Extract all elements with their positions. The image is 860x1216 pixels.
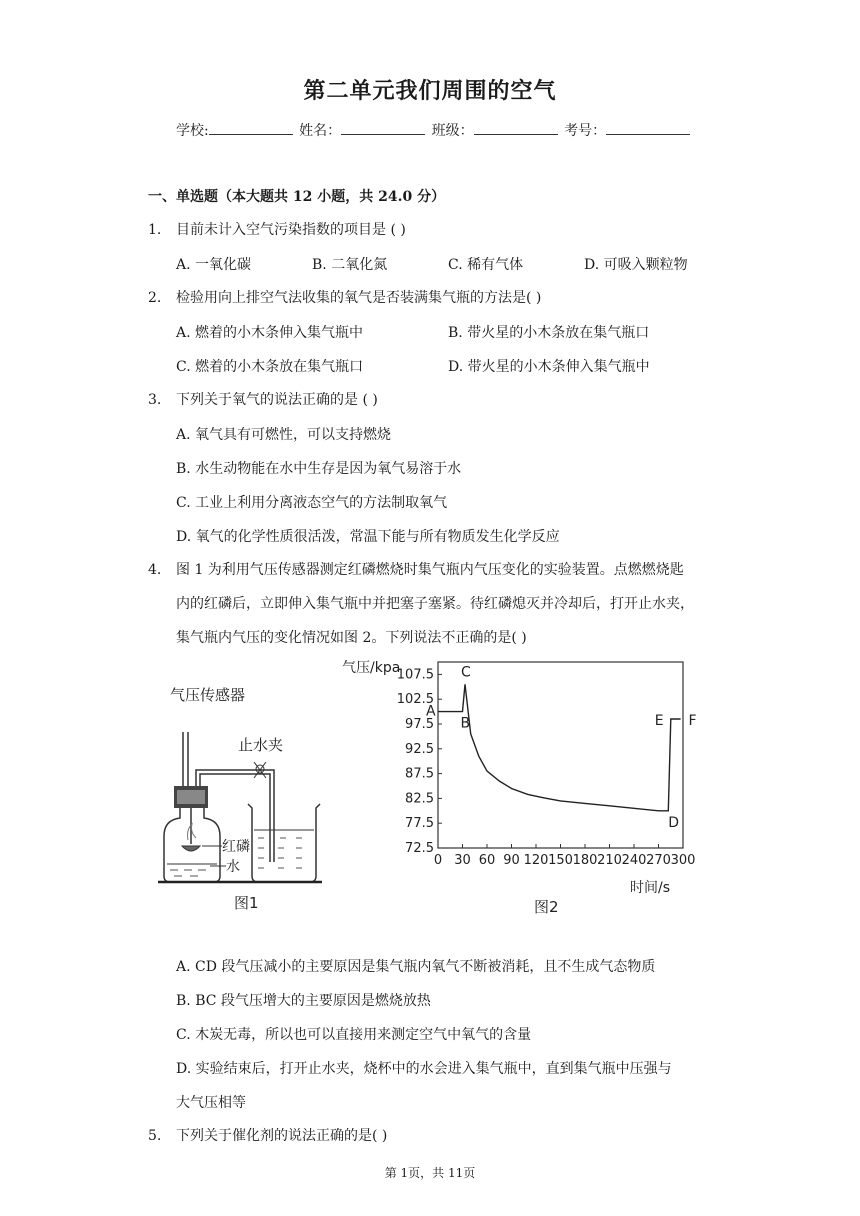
y-tick-label: 102.5 bbox=[396, 692, 434, 708]
x-tick-label: 60 bbox=[478, 853, 496, 868]
y-tick-label: 97.5 bbox=[405, 717, 434, 732]
phosphorus-label: 红磷 bbox=[222, 839, 250, 855]
x-tick-label: 150 bbox=[548, 853, 573, 868]
option-d: D. 可吸入颗粒物 bbox=[584, 257, 688, 273]
student-info-line bbox=[176, 120, 692, 140]
y-tick-label: 72.5 bbox=[405, 841, 434, 856]
question-number: 2. bbox=[148, 290, 162, 306]
gas-collection-bottle bbox=[164, 808, 220, 882]
combustion-spoon bbox=[182, 846, 200, 851]
option-c: C. 稀有气体 bbox=[448, 257, 524, 273]
option-a: A. 一氧化碳 bbox=[176, 257, 252, 273]
water-label: 水 bbox=[226, 859, 240, 875]
y-tick-label: 107.5 bbox=[396, 667, 434, 683]
point-label-e: E bbox=[654, 713, 664, 730]
question-text-line: 集气瓶内气压的变化情况如图 2。下列说法不正确的是( ) bbox=[176, 630, 527, 646]
name-blank[interactable] bbox=[341, 122, 425, 135]
option-b: B. 水生动物能在水中生存是因为氧气易溶于水 bbox=[176, 461, 462, 477]
x-tick-label: 300 bbox=[670, 853, 696, 868]
question-text-line: 图 1 为利用气压传感器测定红磷燃烧时集气瓶内气压变化的实验装置。点燃燃烧匙 bbox=[176, 562, 684, 578]
option-d: D. 带火星的小木条伸入集气瓶中 bbox=[448, 359, 650, 375]
point-labels bbox=[426, 664, 697, 830]
x-tick-label: 0 bbox=[433, 853, 443, 868]
section-heading: 一、单选题（本大题共 12 小题，共 24.0 分） bbox=[148, 189, 446, 205]
school-blank[interactable] bbox=[209, 122, 293, 135]
point-label-b: B bbox=[460, 715, 471, 732]
option-b: B. 带火星的小木条放在集气瓶口 bbox=[448, 325, 650, 341]
water-marks bbox=[170, 870, 206, 876]
exam-no-blank[interactable] bbox=[606, 122, 690, 135]
question-text: 检验用向上排空气法收集的氧气是否装满集气瓶的方法是( ) bbox=[176, 290, 542, 306]
point-label-d: D bbox=[668, 814, 680, 831]
figure2-caption: 图2 bbox=[534, 898, 559, 916]
y-tick-label: 82.5 bbox=[405, 791, 434, 807]
question-number: 1. bbox=[148, 222, 162, 238]
question-text-line: 内的红磷后，立即伸入集气瓶中并把塞子塞紧。待红磷熄灭并冷却后，打开止水夹， bbox=[176, 596, 694, 612]
clamp-label: 止水夹 bbox=[238, 736, 284, 754]
question-text: 目前未计入空气污染指数的项目是 ( ) bbox=[176, 222, 406, 238]
x-tick-label: 30 bbox=[454, 853, 471, 868]
sensor-label: 气压传感器 bbox=[170, 686, 246, 704]
x-axis-label: 时间/s bbox=[630, 880, 671, 896]
question-number: 4. bbox=[148, 562, 162, 578]
school-label: 学校: bbox=[176, 123, 209, 139]
option-d: D. 氧气的化学性质很活泼，常温下能与所有物质发生化学反应 bbox=[176, 529, 560, 545]
class-label: 班级： bbox=[431, 123, 474, 139]
question-text: 下列关于氧气的说法正确的是 ( ) bbox=[176, 392, 378, 408]
option-c: C. 木炭无毒，所以也可以直接用来测定空气中氧气的含量 bbox=[176, 1027, 532, 1043]
option-c: C. 工业上利用分离液态空气的方法制取氧气 bbox=[176, 495, 448, 511]
tick-labels bbox=[397, 667, 696, 868]
option-b: B. BC 段气压增大的主要原因是燃烧放热 bbox=[176, 993, 431, 1009]
option-a: A. 氧气具有可燃性，可以支持燃烧 bbox=[176, 427, 392, 443]
question-text: 下列关于催化剂的说法正确的是( ) bbox=[176, 1128, 388, 1144]
class-blank[interactable] bbox=[474, 122, 558, 135]
page-footer: 第 1页，共 11页 bbox=[384, 1166, 476, 1180]
option-b: B. 二氧化氮 bbox=[312, 257, 388, 273]
x-tick-label: 120 bbox=[523, 853, 549, 868]
figure1-apparatus bbox=[150, 670, 340, 920]
option-a: A. 燃着的小木条伸入集气瓶中 bbox=[176, 325, 364, 341]
page-title: 第二单元我们周围的空气 bbox=[303, 79, 557, 104]
option-c: C. 燃着的小木条放在集气瓶口 bbox=[176, 359, 364, 375]
question-number: 3. bbox=[148, 392, 162, 408]
plot-border bbox=[438, 662, 683, 848]
stopper-band bbox=[177, 790, 205, 804]
exam-no-label: 考号： bbox=[564, 123, 607, 139]
option-d-continued: 大气压相等 bbox=[176, 1095, 246, 1111]
question-number: 5. bbox=[148, 1128, 162, 1144]
point-label-c: C bbox=[460, 664, 471, 681]
series-line bbox=[438, 684, 681, 811]
y-axis-label: 气压/kpa bbox=[342, 660, 401, 676]
figure2-pressure-chart bbox=[338, 650, 718, 920]
y-tick-label: 77.5 bbox=[405, 816, 434, 832]
option-a: A. CD 段气压减小的主要原因是集气瓶内氧气不断被消耗，且不生成气态物质 bbox=[176, 959, 656, 975]
x-tick-label: 90 bbox=[503, 853, 520, 868]
x-tick-label: 210 bbox=[597, 853, 622, 868]
point-label-a: A bbox=[426, 703, 436, 720]
plot-frame bbox=[438, 662, 683, 848]
y-tick-label: 87.5 bbox=[405, 766, 434, 782]
point-label-f: F bbox=[688, 713, 697, 730]
x-tick-label: 270 bbox=[646, 853, 671, 868]
x-tick-label: 240 bbox=[621, 853, 647, 868]
figure1-caption: 图1 bbox=[234, 894, 259, 912]
option-d: D. 实验结束后，打开止水夹，烧杯中的水会进入集气瓶中，直到集气瓶中压强与 bbox=[176, 1061, 672, 1077]
name-label: 姓名： bbox=[299, 123, 342, 139]
x-tick-label: 180 bbox=[572, 853, 598, 868]
beaker-water-marks bbox=[258, 838, 302, 868]
y-tick-label: 92.5 bbox=[405, 741, 434, 757]
pressure-curve bbox=[438, 684, 681, 811]
beaker bbox=[248, 804, 320, 882]
